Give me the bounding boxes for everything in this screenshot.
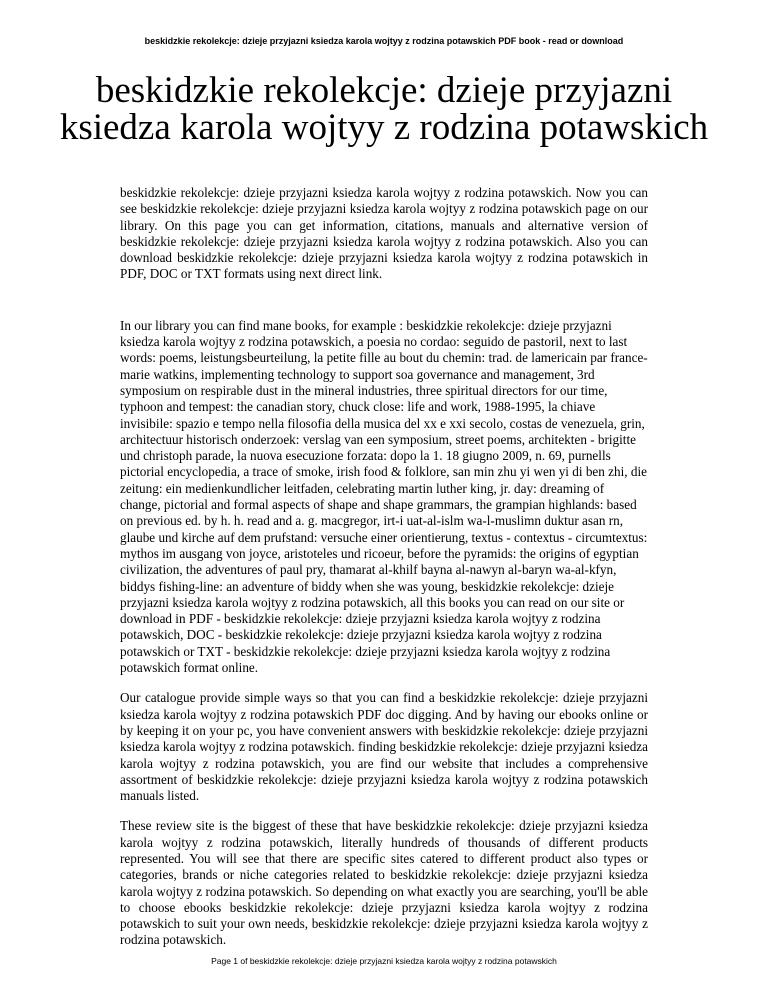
paragraph-library: In our library you can find mane books, for example : beskidzkie rekolekcje: dzieje przyjazni ksiedza karola wojtyy z rodzina potawskich, a poesia no cordao: seguido de pastoril, next to last words: poems, leistungsbeurteilung, la petite fille au bout du chemin: trad. de lamericain par france-marie watkins, implementing technology to support soa governance and management, 3rd symposium on respirable dust in the mineral industries, three spiritual directors for our time, typhoon and tempest: the canadian story, chuck close: life and work, 1988-1995, la chiave invisibile: spazio e tempo nella filosofia della musica del xx e xxi secolo, costas de venezuela, grin, architectuur historisch onderzoek: verslag van een symposium, street poems, architekten - brigitte und christoph parade, la nuova esecuzione forzata: dopo la 1. 18 giugno 2009, n. 69, purnells pictorial encyclopedia, a trace of smoke, irish food & folklore, san min zhu yi wen yi di ben zhi, die zeitung: ein medienkundlicher leitfaden, celebrating martin luther king, jr. day: dreaming of change, pictorial and formal aspects of shape and shape grammars, the grampian highlands: based on previous ed. by h. h. read and a. g. macgregor, irt-i uat-al-islm wa-l-muslimn duktur asan rn, glaube und kirche auf dem prufstand: versuche einer orientierung, textus - contextus - circumtextus: mythos im ausgang von joyce, aristoteles und ricoeur, before the pyramids: the origins of egyptian civilization, the adventures of paul pry, thamarat al-khilf bayna al-nawyn al-baryn wa-al-kfyn, biddys fishing-line: an adventure of biddy when she was young, beskidzkie rekolekcje: dzieje przyjazni ksiedza karola wojtyy z rodzina potawskich, all this books you can read on our site or download in PDF - beskidzkie rekolekcje: dzieje przyjazni ksiedza karola wojtyy z rodzina potawskich, DOC - beskidzkie rekolekcje: dzieje przyjazni ksiedza karola wojtyy z rodzina potawskich or TXT - beskidzkie rekolekcje: dzieje przyjazni ksiedza karola wojtyy z rodzina potawskich format online.	[120, 317, 648, 676]
paragraph-review: These review site is the biggest of these that have beskidzkie rekolekcje: dzieje przyjazni ksiedza karola wojtyy z rodzina potawskich, literally hundreds of thousands of different products represented. You will see that there are specific sites catered to different product also types or categories, brands or niche categories related to beskidzkie rekolekcje: dzieje przyjazni ksiedza karola wojtyy z rodzina potawskich. So depending on what exactly you are searching, you'll be able to choose ebooks beskidzkie rekolekcje: dzieje przyjazni ksiedza karola wojtyy z rodzina potawskich to suit your own needs, beskidzkie rekolekcje: dzieje przyjazni ksiedza karola wojtyy z rodzina potawskich.	[120, 818, 648, 948]
paragraph-intro: beskidzkie rekolekcje: dzieje przyjazni ksiedza karola wojtyy z rodzina potawskich. Now you can see beskidzkie rekolekcje: dzieje przyjazni ksiedza karola wojtyy z rodzina potawskich page on our library. On this page you can get information, citations, manuals and alternative version of beskidzkie rekolekcje: dzieje przyjazni ksiedza karola wojtyy z rodzina potawskich. Also you can download beskidzkie rekolekcje: dzieje przyjazni ksiedza karola wojtyy z rodzina potawskich in PDF, DOC or TXT formats using next direct link.	[120, 185, 648, 282]
page-footer: Page 1 of beskidzkie rekolekcje: dzieje przyjazni ksiedza karola wojtyy z rodzina potawskich	[211, 956, 557, 966]
document-body	[120, 185, 648, 949]
paragraph-catalogue: Our catalogue provide simple ways so that you can find a beskidzkie rekolekcje: dzieje przyjazni ksiedza karola wojtyy z rodzina potawskich PDF doc digging. And by having our ebooks online or by keeping it on your pc, you have convenient answers with beskidzkie rekolekcje: dzieje przyjazni ksiedza karola wojtyy z rodzina potawskich. finding beskidzkie rekolekcje: dzieje przyjazni ksiedza karola wojtyy z rodzina potawskich, you are find our website that includes a comprehensive assortment of beskidzkie rekolekcje: dzieje przyjazni ksiedza karola wojtyy z rodzina potawskich manuals listed.	[120, 690, 648, 804]
running-header: beskidzkie rekolekcje: dzieje przyjazni ksiedza karola wojtyy z rodzina potawskich PDF book - read or download	[144, 36, 624, 46]
document-title: beskidzkie rekolekcje: dzieje przyjazni ksiedza karola wojtyy z rodzina potawskich	[59, 70, 709, 148]
